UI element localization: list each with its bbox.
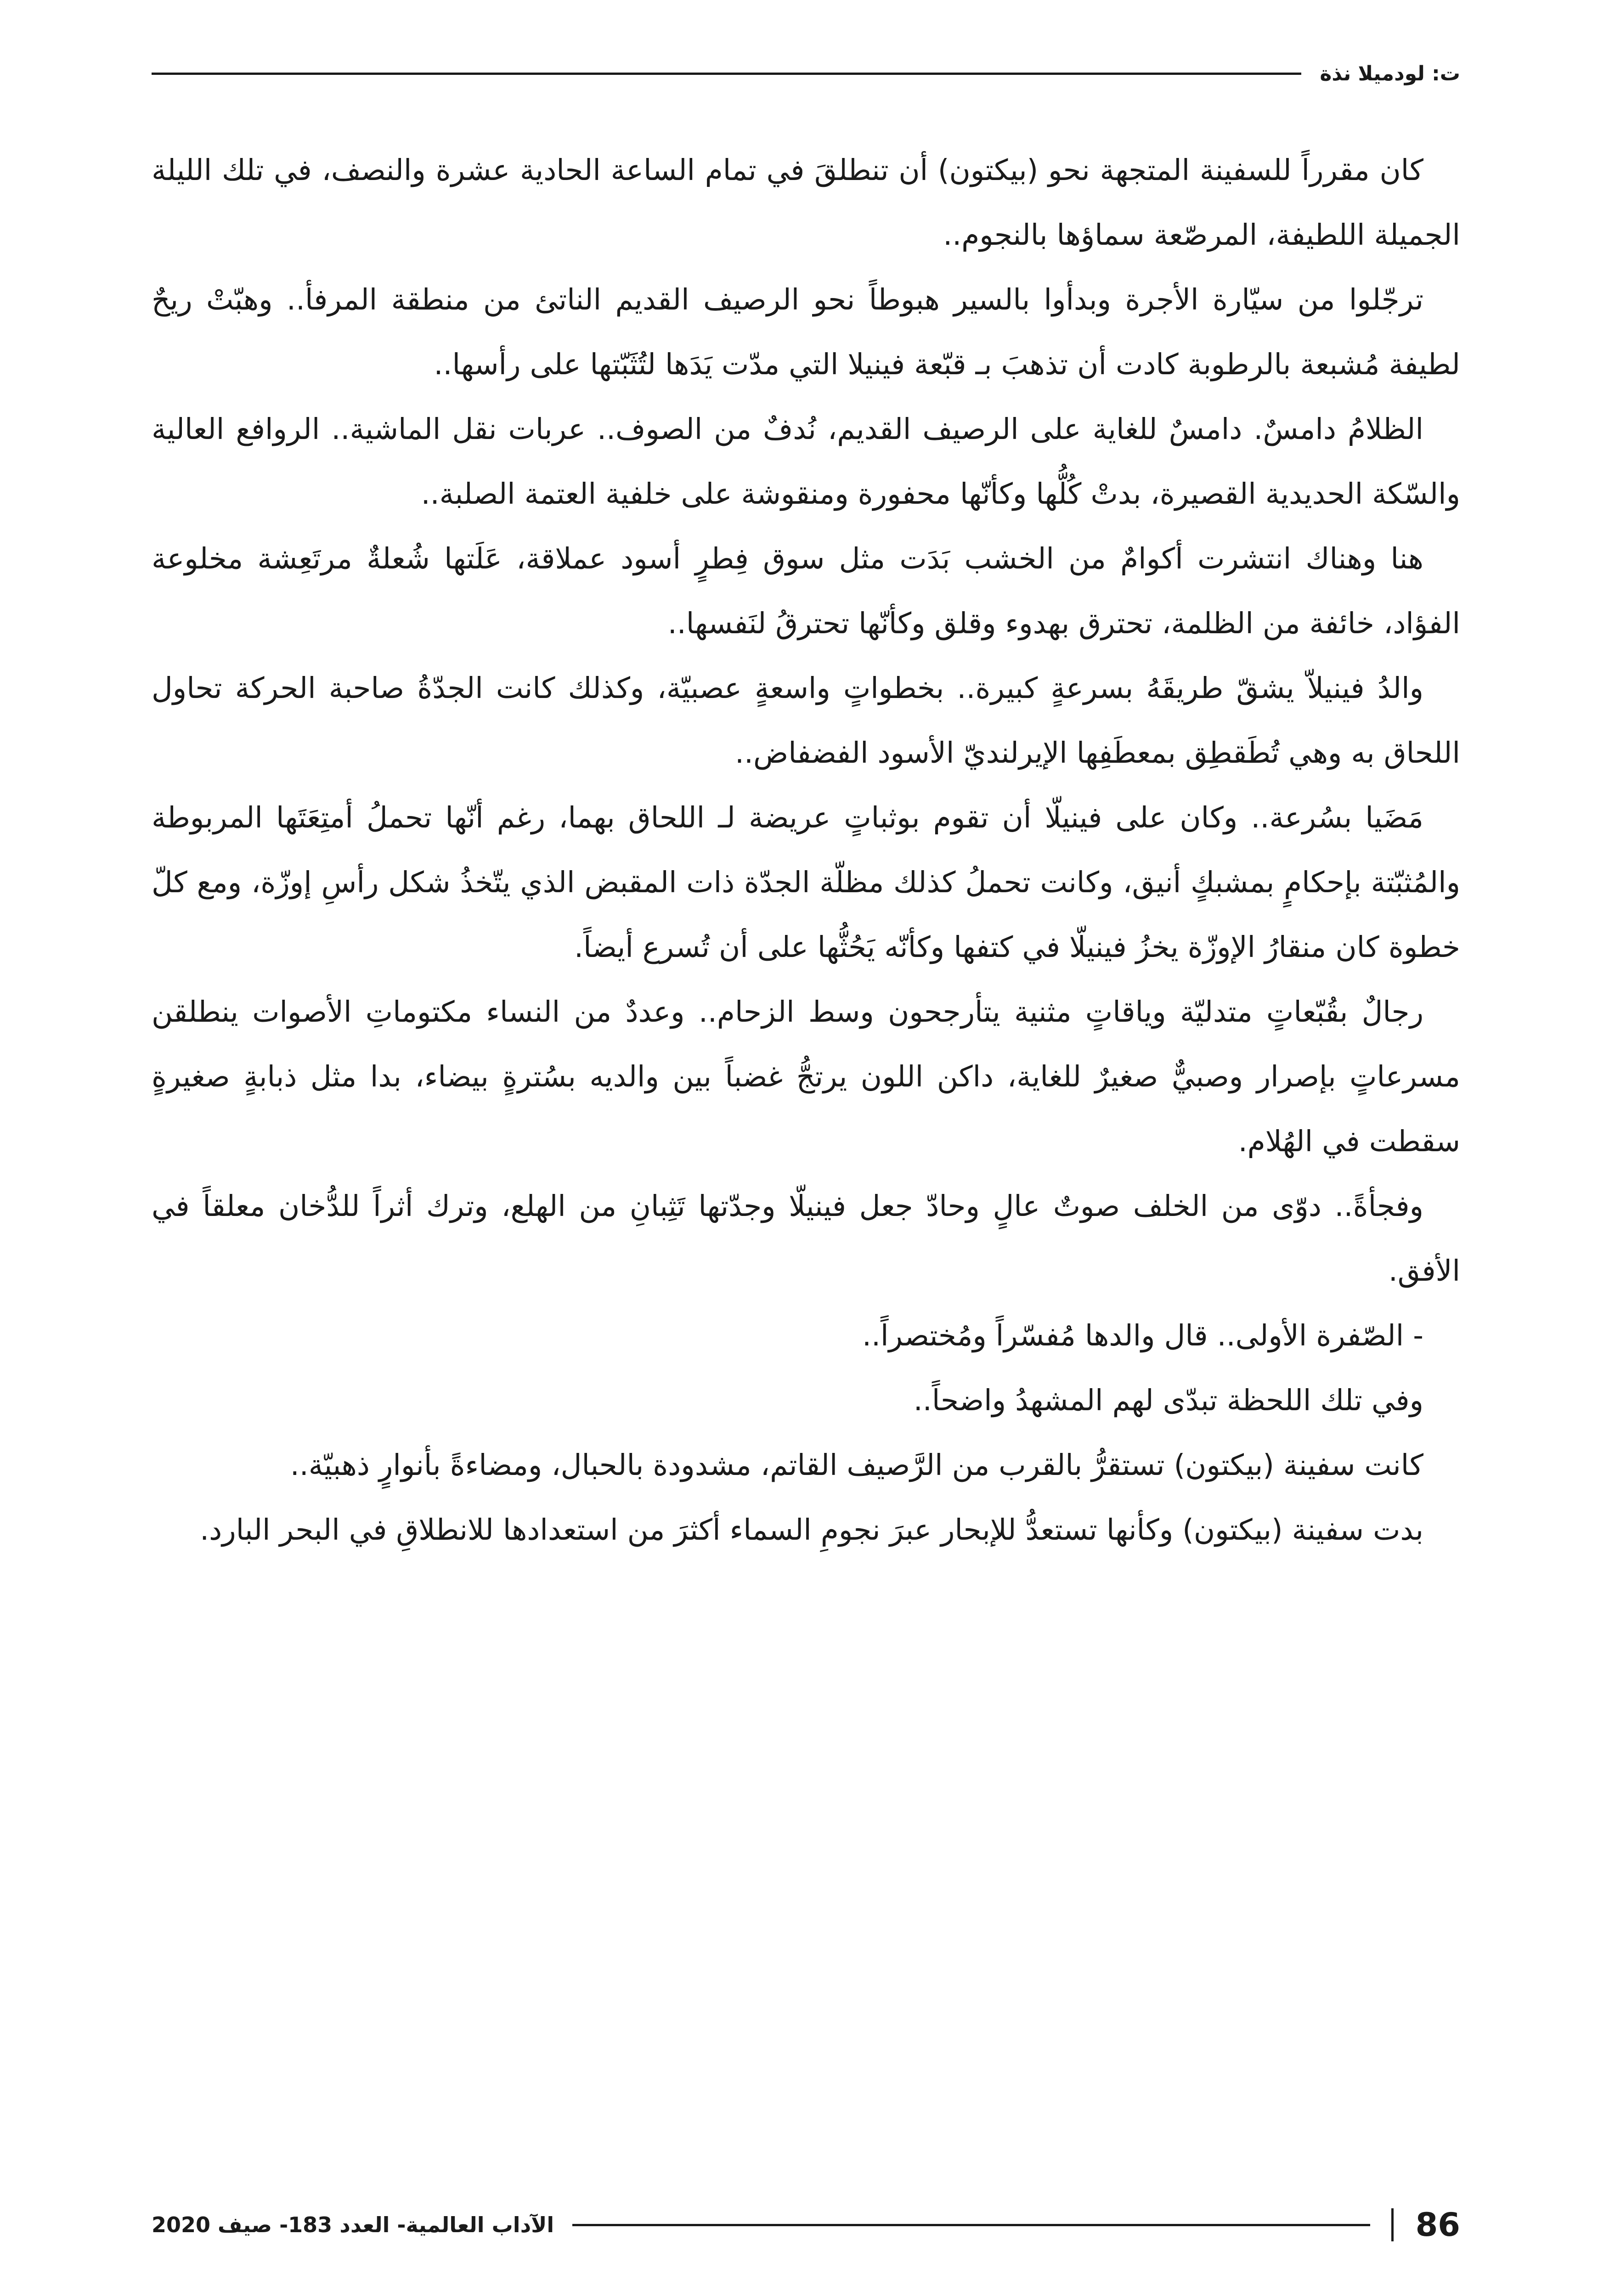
paragraph: بدت سفينة (بيكتون) وكأنها تستعدُّ للإبحار عبرَ نجومِ السماء أكثرَ من استعدادها للانطلاقِ في البحر البارد. [200,1513,1423,1547]
page-number: 86 [1415,2206,1460,2244]
journal-issue: الآداب العالمية- العدد 183- صيف 2020 [152,2212,554,2237]
paragraph: كان مقرراً للسفينة المتجهة نحو (بيكتون) أن تنطلقَ في تمام الساعة الحادية عشرة والنصف، في تلك الليلة الجميلة اللطيفة، المرصّعة سماؤها بالنجوم.. [152,153,1460,252]
header-rule [152,73,1301,75]
page-footer [152,2197,1460,2252]
paragraph: كانت سفينة (بيكتون) تستقرُّ بالقرب من الرَّصيف القاتم، مشدودة بالحبال، ومضاءةً بأنوارٍ ذهبيّة.. [290,1448,1423,1482]
paragraph: الظلامُ دامسٌ. دامسٌ للغاية على الرصيف القديم، نُدفٌ من الصوف.. عربات نقل الماشية.. الروافع العالية والسّكة الحديدية القصيرة، بدتْ كُلُّها وكأنّها محفورة ومنقوشة على خلفية العتمة الصلبة.. [152,412,1460,511]
paragraph: وفجأةً.. دوّى من الخلف صوتٌ عالٍ وحادّ جعل فينيلّا وجدّتها تَثِبانِ من الهلع، وترك أثراً للدُّخان معلقاً في الأفق. [152,1189,1460,1288]
article-body [152,138,1460,1562]
paragraph: وفي تلك اللحظة تبدّى لهم المشهدُ واضحاً.. [913,1384,1423,1417]
paragraph: ترجّلوا من سيّارة الأجرة وبدأوا بالسير هبوطاً نحو الرصيف القديم الناتئ من منطقة المرفأ.. وهبّتْ ريحٌ لطيفة مُشبعة بالرطوبة كادت أن تذهبَ بـ قبّعة فينيلا التي مدّت يَدَها لتُثَبّتها على رأسها.. [152,283,1460,381]
paragraph: - الصّفرة الأولى.. قال والدها مُفسّراً ومُختصراً.. [862,1319,1423,1352]
paragraph: هنا وهناك انتشرت أكوامٌ من الخشب بَدَت مثل سوق فِطرٍ أسود عملاقة، عَلَتها شُعلةٌ مرتَعِشة مخلوعة الفؤاد، خائفة من الظلمة، تحترق بهدوء وقلق وكأنّها تحترقُ لنَفسها.. [152,542,1460,640]
footer-separator [1391,2208,1394,2241]
paragraph: والدُ فينيلاّ يشقّ طريقَهُ بسرعةٍ كبيرة.. بخطواتٍ واسعةٍ عصبيّة، وكذلك كانت الجدّةُ صاحبة الحركة تحاول اللحاق به وهي تُطَقطِق بمعطَفِها الإيرلنديّ الأسود الفضفاض.. [152,671,1460,770]
running-header [152,46,1460,101]
footer-rule [572,2224,1370,2226]
paragraph: رجالٌ بقُبّعاتٍ متدليّة وياقاتٍ مثنية يتأرجحون وسط الزحام.. وعددٌ من النساء مكتوماتِ الأصوات ينطلقن مسرعاتٍ بإصرار وصبيٌّ صغيرٌ للغاية، داكن اللون يرتجُّ غضباً بين والديه بسُترةٍ بيضاء، بدا مثل ذبابةٍ صغيرةٍ سقطت في الهُلام. [152,995,1460,1158]
paragraph: مَضَيا بسُرعة.. وكان على فينيلّا أن تقوم بوثباتٍ عريضة لـ اللحاق بهما، رغم أنّها تحملُ أمتِعَتَها المربوطة والمُثبّتة بإحكامٍ بمشبكٍ أنيق، وكانت تحملُ كذلك مظلّة الجدّة ذات المقبض الذي يتّخذُ شكل رأسِ إوزّة، ومع كلّ خطوة كان منقارُ الإوزّة يخزُ فينيلّا في كتفها وكأنّه يَحُثُّها على أن تُسرع أيضاً. [152,801,1460,964]
translator-credit: ت: لودميلا نذة [1320,62,1460,85]
